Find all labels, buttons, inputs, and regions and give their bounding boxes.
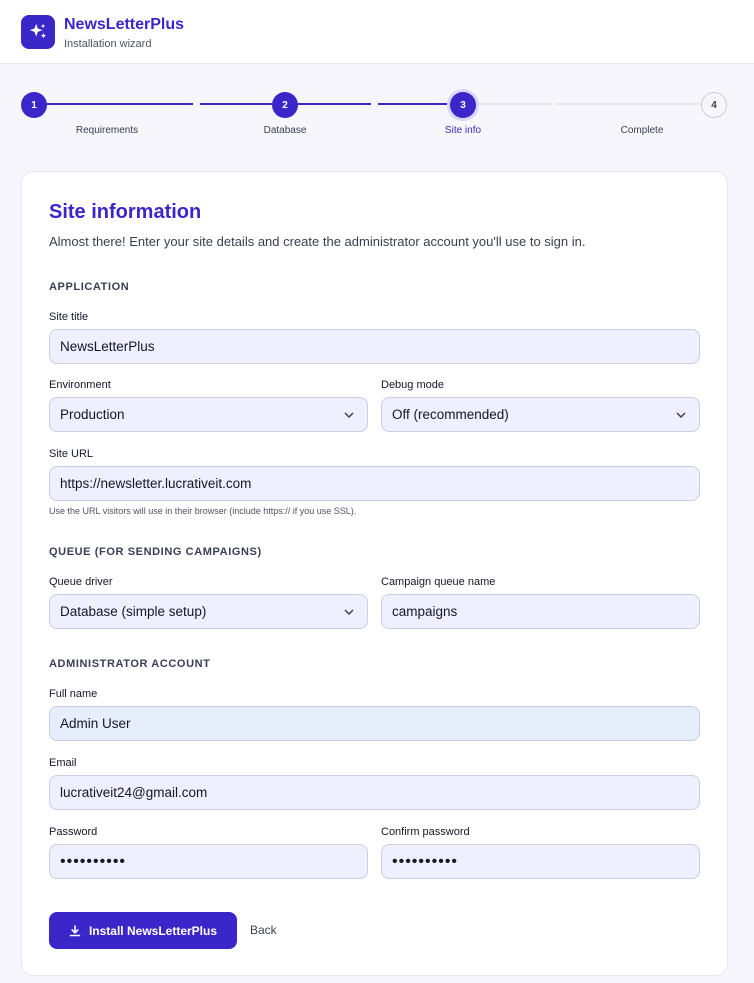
queue-name-value: campaigns xyxy=(392,604,458,619)
chevron-down-icon xyxy=(675,409,687,421)
sparkles-icon xyxy=(21,15,55,49)
password-field[interactable] xyxy=(49,844,368,879)
step-connector xyxy=(476,103,550,105)
email-value: lucrativeit24@gmail.com xyxy=(60,785,208,800)
password-label: Password xyxy=(49,826,98,838)
step-3-circle: 3 xyxy=(450,92,476,118)
confirm-password-field[interactable] xyxy=(381,844,700,879)
site-title-label: Site title xyxy=(49,311,89,323)
queue-name-label: Campaign queue name xyxy=(381,576,496,588)
queue-driver-value: Database (simple setup) xyxy=(60,604,207,619)
page-title: Site information xyxy=(49,201,202,223)
site-title-value: NewsLetterPlus xyxy=(60,339,155,354)
wizard-stepper xyxy=(0,90,754,140)
email-field[interactable] xyxy=(49,775,700,810)
brand-name: NewsLetterPlus xyxy=(64,16,185,33)
site-url-hint: Use the URL visitors will use in their browser (include https:// if you use SSL). xyxy=(49,506,357,516)
step-1-circle: 1 xyxy=(21,92,47,118)
chevron-down-icon xyxy=(343,409,355,421)
email-label: Email xyxy=(49,757,77,769)
step-4-circle: 4 xyxy=(701,92,727,118)
step-2-circle: 2 xyxy=(272,92,298,118)
confirm-password-value: •••••••••• xyxy=(392,852,459,870)
step-connector xyxy=(47,103,193,105)
section-application-title: APPLICATION xyxy=(49,281,130,293)
section-admin-title: ADMINISTRATOR ACCOUNT xyxy=(49,658,211,670)
step-connector xyxy=(556,103,701,105)
chevron-down-icon xyxy=(343,606,355,618)
debug-mode-label: Debug mode xyxy=(381,379,444,391)
queue-driver-select[interactable] xyxy=(49,594,368,629)
step-connector xyxy=(298,103,371,105)
debug-mode-select[interactable] xyxy=(381,397,700,432)
environment-value: Production xyxy=(60,407,125,422)
site-url-input[interactable] xyxy=(49,466,700,501)
install-button-label: Install NewsLetterPlus xyxy=(88,923,218,938)
step-1-label: Requirements xyxy=(75,125,139,136)
app-header xyxy=(0,0,754,64)
environment-label: Environment xyxy=(49,379,111,391)
section-queue-title: QUEUE (FOR SENDING CAMPAIGNS) xyxy=(49,546,262,558)
queue-driver-label: Queue driver xyxy=(49,576,113,588)
password-value: •••••••••• xyxy=(60,852,127,870)
full-name-label: Full name xyxy=(49,688,98,700)
site-url-label: Site URL xyxy=(49,448,94,460)
step-connector xyxy=(378,103,450,105)
download-icon xyxy=(69,925,81,937)
step-4-label: Complete xyxy=(620,125,664,136)
debug-mode-value: Off (recommended) xyxy=(392,407,509,422)
full-name-value: Admin User xyxy=(60,716,131,731)
queue-name-input[interactable] xyxy=(381,594,700,629)
install-button[interactable] xyxy=(49,912,237,949)
step-connector xyxy=(200,103,272,105)
site-info-card xyxy=(21,171,728,976)
brand-subtitle: Installation wizard xyxy=(64,38,152,50)
step-2-label: Database xyxy=(263,125,307,136)
site-url-value: https://newsletter.lucrativeit.com xyxy=(60,476,252,491)
page-description: Almost there! Enter your site details and create the administrator account you'll use to sign in. xyxy=(49,234,586,249)
environment-select[interactable] xyxy=(49,397,368,432)
site-title-input[interactable] xyxy=(49,329,700,364)
confirm-password-label: Confirm password xyxy=(381,826,470,838)
full-name-input[interactable] xyxy=(49,706,700,741)
step-3-label: Site info xyxy=(444,125,482,136)
back-link[interactable]: Back xyxy=(250,923,277,937)
